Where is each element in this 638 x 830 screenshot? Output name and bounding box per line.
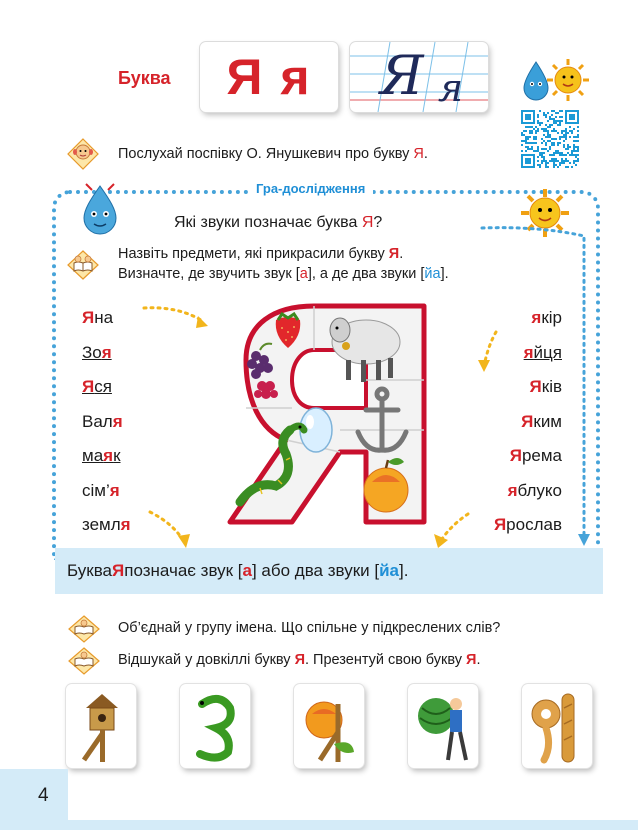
task-name-objects: Назвіть предмети, які прикрасили букву Я. Визначте, де звучить звук [а], а де два звуки [йа]. [118, 246, 449, 282]
word-part: земл [82, 515, 121, 534]
game-title: Гра-дослідження [248, 181, 373, 196]
word-item [82, 308, 172, 343]
watermelon-letter-tile [408, 684, 478, 768]
cursive-letter-card [350, 42, 488, 112]
letter-examples-row [66, 684, 596, 769]
right-word-list [470, 308, 562, 550]
word-item [470, 343, 562, 378]
word-item [82, 481, 172, 516]
word-item [470, 515, 562, 550]
printed-letter-card [200, 42, 338, 112]
word-part: я [112, 411, 123, 431]
word-part: Вал [82, 411, 113, 431]
word-part: Я [509, 446, 522, 465]
word-part: йця [533, 342, 562, 362]
task-book-icon [68, 647, 100, 675]
apple-letter-tile [294, 684, 364, 768]
bagel-letter-tile [522, 684, 592, 768]
word-part: Зо [82, 342, 102, 362]
word-part: ма [82, 446, 104, 465]
word-item [470, 377, 562, 412]
drop-mascot-illustration [78, 182, 122, 238]
word-part: рослав [506, 515, 562, 534]
printed-letters: Я я [226, 49, 312, 105]
word-part: на [94, 308, 114, 327]
watermelon-boy-icon [408, 684, 478, 768]
word-item [82, 446, 172, 481]
word-item [470, 308, 562, 343]
task-book-icon [66, 249, 100, 281]
word-part: ким [533, 411, 562, 431]
word-item [82, 412, 172, 447]
bagel-baguette-icon [522, 684, 592, 768]
lizard-icon [180, 684, 250, 768]
word-part: Я [493, 515, 507, 534]
left-word-list [82, 308, 172, 550]
word-item [82, 515, 172, 550]
research-question: Які звуки позначає буква Я? [174, 214, 383, 231]
word-part: ся [94, 377, 112, 396]
word-part: ків [541, 377, 562, 396]
word-part: сім’ [82, 480, 110, 500]
page-number: 4 [38, 785, 49, 806]
word-part: я [101, 342, 112, 362]
word-part: Я [82, 377, 95, 396]
mascots-illustration [522, 56, 590, 104]
word-part: Я [529, 377, 542, 396]
qr-code-icon[interactable] [519, 108, 581, 170]
word-part: блуко [517, 480, 562, 500]
header-word: Буква [118, 68, 171, 88]
word-item [470, 446, 562, 481]
word-part: рема [521, 446, 562, 465]
word-part: я [531, 308, 542, 327]
word-part: я [103, 446, 114, 465]
page-tab [0, 769, 68, 830]
word-part: я [507, 480, 518, 500]
birdhouse-letter-tile [66, 684, 136, 768]
listen-icon [66, 137, 100, 171]
apple-icon [294, 684, 364, 768]
word-item [470, 481, 562, 516]
lizard-letter-tile [180, 684, 250, 768]
word-part: Я [82, 308, 95, 327]
summary-band: Буква Я позначає звук [ а ] або два звуки [ йа ]. [55, 548, 603, 594]
birdhouse-icon [66, 684, 136, 768]
cursive-upper-letter: Я [380, 44, 424, 107]
word-item [82, 377, 172, 412]
intro-sentence: Послухай поспівку О. Янушкевич про букву Я. [118, 146, 428, 162]
word-part: кір [541, 308, 562, 327]
word-item [82, 343, 172, 378]
page-bottom-strip [68, 820, 638, 830]
word-part: к [113, 446, 121, 465]
word-part: я [523, 342, 534, 362]
word-item [470, 412, 562, 447]
task-book-icon [68, 615, 100, 643]
task-group-names: Об’єднай у групу імена. Що спільне у підкреслених слів? [118, 620, 501, 636]
word-part: я [109, 480, 120, 500]
cursive-lower-letter: я [438, 66, 464, 110]
word-part: я [120, 515, 131, 534]
word-part: Я [521, 411, 534, 431]
decorated-letter-ya-illustration [216, 290, 438, 530]
task-find-letter: Відшукай у довкіллі букву Я. Презентуй свою букву Я. [118, 652, 481, 668]
